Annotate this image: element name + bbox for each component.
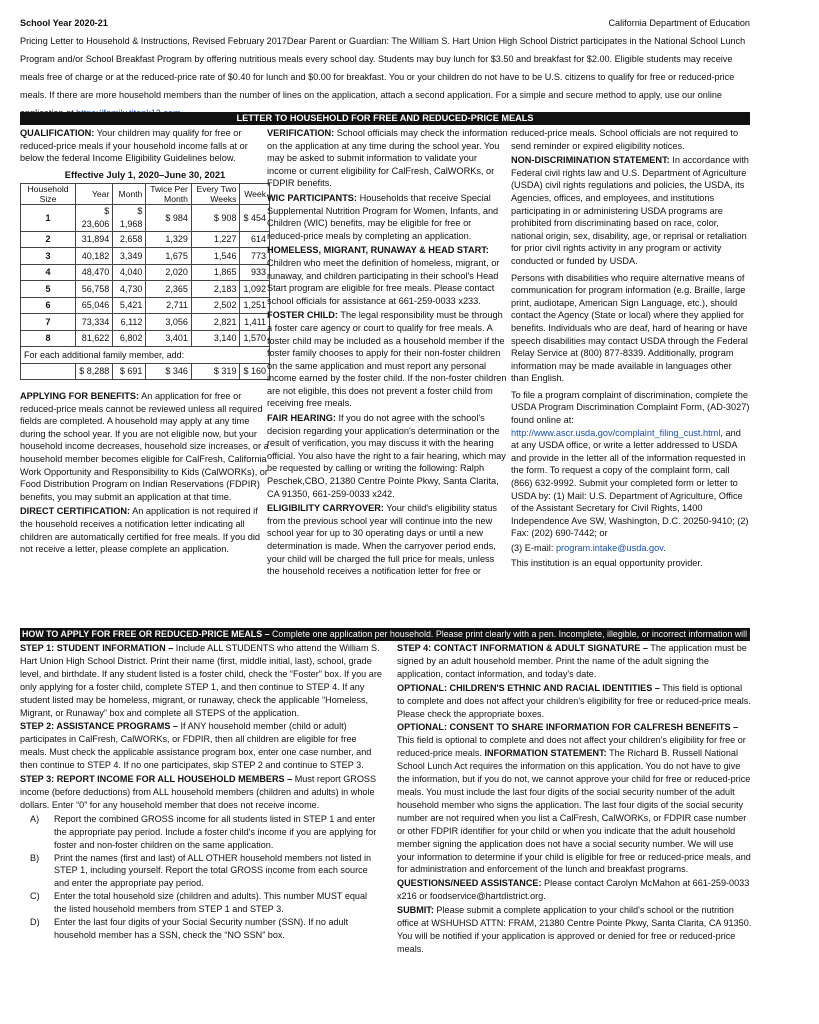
submit-paragraph: SUBMIT: Please submit a complete application to your child's school or the nutrition office at WSHUHSD ATTN: FRAM, 21380 Centre Pointe Pkwy, Santa Clarita, CA 91350. You will be notified if your application is approved or denied for free or reduced-price meals. <box>397 905 752 954</box>
income-cell: 1,675 <box>146 248 191 265</box>
hearing-paragraph: FAIR HEARING: If you do not agree with the school's decision regarding your application's determination or the result of verification, you may discuss it with the hearing official. You also have the right to a fair hearing, which may be requested by calling or writing the following: Ralph Peschek,CBO, 21380 Centre Pointe Pkwy, Santa Clarita, CA 91350, 661-259-0033 x242. <box>267 413 506 499</box>
income-cell: 6,112 <box>113 314 146 331</box>
ethnic-optional: OPTIONAL: CHILDREN'S ETHNIC AND RACIAL IDENTITIES – This field is optional to complete and does not affect your children's eligibility for free or reduced-price meals. Please check the appropriate boxes. <box>397 682 751 719</box>
disabilities-paragraph: Persons with disabilities who require alternative means of communication for program information (e.g. Braille, large print, audiotape, American Sign Language, etc.), should contact the Agency (State or local) where they applied for benefits. Individuals who are deaf, hard of hearing or have speech disabilities may contact USDA through the Federal Relay Service at (800) 877-8339. Additionally, program information may be made available in languages other than English. <box>511 272 748 384</box>
income-eligibility-table <box>20 183 270 380</box>
middle-column <box>267 127 509 580</box>
household-size-cell: 7 <box>21 314 76 331</box>
intro-paragraph: Pricing Letter to Household & Instructions, Revised February 2017Dear Parent or Guardian: The William S. Hart Union High School District participates in the National School Lunch Program and/or School Breakfast Program by offering nutritious meals every school day. Students may buy lunch for $3.50 and breakfast for $2.00. Eligible students may receive meals free of charge or at the reduced-price rate of $0.40 for lunch and $0.00 for breakfast. You or your children do not have to be U.S. citizens to qualify for free or reduced-price meals. If there are more household members than the number of lines on the application, attach a second application. For a simple and secure method to apply, use our online <box>20 32 750 122</box>
table-row <box>21 330 270 347</box>
school-year: School Year 2020-21 <box>20 18 108 28</box>
income-cell: 2,502 <box>191 297 240 314</box>
additional-income-cell: $ 346 <box>146 363 191 380</box>
table-row <box>21 363 270 380</box>
income-cell: 2,658 <box>113 231 146 248</box>
right-column <box>511 127 751 571</box>
table-header: Month <box>113 184 146 205</box>
income-cell: 5,421 <box>113 297 146 314</box>
table-header: Year <box>76 184 113 205</box>
table-header: Week <box>240 184 270 205</box>
income-cell: 6,802 <box>113 330 146 347</box>
nondiscrimination-paragraph: NON-DISCRIMINATION STATEMENT: In accordance with Federal civil rights law and U.S. Department of Agriculture (USDA) civil rights regulations and policies, the USDA, its Agencies, offices, and employees, and institutions participating in or administering USDA programs are prohibited from discriminating based on race, color, national origin, sex, disability, age, or reprisal or retaliation for prior civil rights activity in any program or activity conducted or funded by USDA. <box>511 155 749 266</box>
additional-income-cell: $ 691 <box>113 363 146 380</box>
income-cell: 40,182 <box>76 248 113 265</box>
consent-optional: OPTIONAL: CONSENT TO SHARE INFORMATION FOR CALFRESH BENEFITS – This field is optional to complete and does not affect your children's eligibility for free or reduced-price meals. INFORMATION STATEMENT: The Richard B. Russell National School Lunch Act requires the information on this application. You do not have to give the information, but if you do not, we cannot approve your child for free or reduced-price meals. You must include the last four digits of the social security number of the adult household member who signs the application. The last four digits of the social security number are not required when you list a CalFresh, CalWORKs, or FDPIR case number or other FDPIR identifier for your child or when you indicate that the adult household member signing the application does not have a social security number. We will use your information to determine if your child is eligible for free or reduced-price meals, and for administration and enforcement of the lunch and breakfast programs. <box>397 722 751 875</box>
income-cell: 3,056 <box>146 314 191 331</box>
table-row <box>21 281 270 298</box>
left-column <box>20 127 270 558</box>
income-cell: 1,570 <box>240 330 270 347</box>
income-cell: 73,334 <box>76 314 113 331</box>
household-size-cell: 3 <box>21 248 76 265</box>
income-cell: 2,183 <box>191 281 240 298</box>
verification-paragraph: VERIFICATION: School officials may check the information on the application at any time during the school year. You may be asked to submit information to validate your income or current eligibility for CalFresh, CalWORKs, or FDPIR benefits. <box>267 128 508 189</box>
household-size-cell: 5 <box>21 281 76 298</box>
income-cell: 1,227 <box>191 231 240 248</box>
step-4: STEP 4: CONTACT INFORMATION & ADULT SIGNATURE – The application must be signed by an adult household member. Print the name of the adult signing the application, contact information, and today's date. <box>397 643 747 679</box>
income-cell: 2,020 <box>146 264 191 281</box>
usda-email-link[interactable]: program.intake@usda.gov <box>555 543 664 553</box>
additional-member-label: For each additional family member, add: <box>21 347 270 364</box>
additional-income-cell: $ 319 <box>191 363 240 380</box>
step-3-item: B) Print the names (first and last) of ALL OTHER household members not listed in STEP 1, including yourself. Report the total GROSS income from each source and enter the appropriate pay period. <box>30 852 372 889</box>
steps-left-column <box>20 642 382 942</box>
step-1: STEP 1: STUDENT INFORMATION – Include ALL STUDENTS who attend the William S. Hart Union High School District. Print their name (first, middle initial, last), school, grade level, and birthdate. If any student listed is a foster child, check the “Foster” box. If you are only applying for a foster child, complete STEP 1, and then continue to STEP 4. If any student listed may be homeless, migrant, or runaway, check the applicable “Homeless, Migrant, or Runaway” box and complete all STEPS of the application. <box>20 643 382 718</box>
table-header: Every Two Weeks <box>191 184 240 205</box>
income-cell: 3,349 <box>113 248 146 265</box>
household-size-cell: 4 <box>21 264 76 281</box>
income-cell: $ 454 <box>240 205 270 231</box>
email-line: (3) E-mail: program.intake@usda.gov. <box>511 543 666 553</box>
income-cell: 1,251 <box>240 297 270 314</box>
income-cell: $ 23,606 <box>76 205 113 231</box>
steps-right-column <box>397 642 752 957</box>
applying-paragraph: APPLYING FOR BENEFITS: An application for free or reduced-price meals cannot be reviewed unless all required fields are completed. A household may apply at any time during the school year. If you are not eligible now, but your household income decreases, household size increases, or a household member becomes eligible for CalFresh, California Work Opportunity and Responsibility to Kids (CalWORKs), or Food Distribution Program on Indian Reservations (FDPIR) benefits, you may submit an application at that time. <box>20 391 269 502</box>
income-cell: $ 1,968 <box>113 205 146 231</box>
table-row <box>21 314 270 331</box>
household-size-cell: 1 <box>21 205 76 231</box>
step-3-item: D) Enter the last four digits of your Social Security number (SSN). If no adult household member has a SSN, check the “NO SSN” box. <box>30 917 349 940</box>
income-cell: 56,758 <box>76 281 113 298</box>
income-cell: 3,140 <box>191 330 240 347</box>
income-cell: 933 <box>240 264 270 281</box>
income-cell: 1,411 <box>240 314 270 331</box>
table-row <box>21 297 270 314</box>
complaint-paragraph: To file a program complaint of discrimination, complete the USDA Program Discrimination Complaint Form, (AD-3027) found online at: http://www.ascr.usda.gov/complaint_filing_cust.html, and at any USDA office, or write a letter addressed to USDA and provide in the letter all of the information requested in the form. To request a copy of the complaint form, call (866) 632-9992. Submit your completed form or letter to USDA by: (1) Mail: U.S. Department of Agriculture, Office of the Assistant Secretary for Civil Rights, 1400 Independence Ave SW, Washington, D.C. 20250-9410; (2) Fax: (202) 690-7442; or <box>511 389 750 539</box>
income-table-title: Effective July 1, 2020–June 30, 2021 <box>64 168 226 180</box>
income-cell: 2,711 <box>146 297 191 314</box>
income-cell: $ 908 <box>191 205 240 231</box>
carryover-continued: reduced-price meals. School officials are not required to send reminder or expired eligibility notices. <box>511 128 739 151</box>
questions-paragraph: QUESTIONS/NEED ASSISTANCE: Please contact Carolyn McMahon at 661-259-0033 x216 or foodservice@hartdistrict.org. <box>397 878 750 902</box>
additional-income-cell: $ 160 <box>240 363 270 380</box>
household-size-cell: 2 <box>21 231 76 248</box>
income-cell: 4,040 <box>113 264 146 281</box>
homeless-paragraph: HOMELESS, MIGRANT, RUNAWAY & HEAD START: Children who meet the definition of homeless, migrant, or runaway, and children participating in their school's Head Start program are eligible for free meals. Please contact school officials for assistance at 661-259-0033 x233. <box>267 245 500 306</box>
complaint-form-link[interactable]: http://www.ascr.usda.gov/complaint_filing_cust.html <box>511 427 721 438</box>
how-to-apply-banner: HOW TO APPLY FOR FREE OR REDUCED-PRICE MEALS – Complete one application per household. Please print clearly with a pen. Incomplete, illegible, or incorrect information will delay processing. <box>22 629 819 639</box>
letter-header <box>20 14 750 122</box>
table-header: Household Size <box>21 184 76 205</box>
additional-income-cell: $ 8,288 <box>76 363 113 380</box>
household-size-cell: 8 <box>21 330 76 347</box>
income-cell: 65,046 <box>76 297 113 314</box>
table-row <box>21 205 270 231</box>
income-cell: 1,865 <box>191 264 240 281</box>
table-row <box>21 347 270 364</box>
income-cell: 2,821 <box>191 314 240 331</box>
income-cell: 31,894 <box>76 231 113 248</box>
step-3: STEP 3: REPORT INCOME FOR ALL HOUSEHOLD MEMBERS – Must report GROSS income (before deductions) from ALL household members (children and adults) in whole dollars. Enter “0” for any household member that does not receive income. <box>20 774 377 810</box>
equal-opportunity: This institution is an equal opportunity provider. <box>511 557 703 568</box>
income-cell: 614 <box>240 231 270 248</box>
income-cell: $ 984 <box>146 205 191 231</box>
income-cell: 3,401 <box>146 330 191 347</box>
income-cell: 1,329 <box>146 231 191 248</box>
income-cell: 773 <box>240 248 270 265</box>
carryover-paragraph: ELIGIBILITY CARRYOVER: Your child's eligibility status from the previous school year will continue into the new school year for up to 30 operating days or until a new determination is made. When the carryover period ends, your child will be charged the full price for meals, unless the household receives a notification letter for free or <box>267 503 497 577</box>
foster-paragraph: FOSTER CHILD: The legal responsibility must be through a foster care agency or court to qualify for free meals. A foster child may be included as a household member if the foster family chooses to apply for their non-foster children on the same application and must report any personal income earned by the foster child. If the non-foster children are not eligible, this does not prevent a foster child from receiving free meals. <box>267 310 507 409</box>
income-cell: 4,730 <box>113 281 146 298</box>
table-row <box>21 231 270 248</box>
income-cell: 1,546 <box>191 248 240 265</box>
letter-banner: LETTER TO HOUSEHOLD FOR FREE AND REDUCED-PRICE MEALS <box>20 112 750 125</box>
table-row <box>21 248 270 265</box>
household-size-cell: 6 <box>21 297 76 314</box>
table-row <box>21 264 270 281</box>
qualification-paragraph: QUALIFICATION: Your children may qualify for free or reduced-price meals if your household income falls at or below the federal Income Eligibility Guidelines below. <box>20 128 248 164</box>
income-cell: 1,092 <box>240 281 270 298</box>
step-3-item: C) Enter the total household size (children and adults). This number MUST equal the listed household members from STEP 1 and STEP 3. <box>30 891 368 915</box>
step-3-item: A) Report the combined GROSS income for all students listed in STEP 1 and enter the appropriate pay period. Include a foster child's income if you are applying for foster and non-foster children on the same application. <box>30 813 377 850</box>
table-header: Twice Per Month <box>146 184 191 205</box>
empty-cell <box>21 363 76 380</box>
direct-cert-paragraph: DIRECT CERTIFICATION: An application is not required if the household receives a notification letter indicating all children are automatically certified for free meals. If you did not receive a letter, please complete an application. <box>20 506 261 555</box>
income-cell: 48,470 <box>76 264 113 281</box>
department-name: California Department of Education <box>608 18 750 28</box>
income-cell: 81,622 <box>76 330 113 347</box>
income-cell: 2,365 <box>146 281 191 298</box>
wic-paragraph: WIC PARTICIPANTS: Households that receive Special Supplemental Nutrition Program for Women, Infants, and Children (WIC) benefits, may be eligible for free or reduced-price meals by completing an application. <box>267 192 499 241</box>
step-2: STEP 2: ASSISTANCE PROGRAMS – If ANY household member (child or adult) participates in CalFresh, CalWORKs, or FDPIR, then all children are eligible for free meals. Must check the applicable assistance program box, enter one case number, and then continue to STEP 4. If no one participates, skip STEP 2 and continue to STEP 3. <box>20 721 372 771</box>
